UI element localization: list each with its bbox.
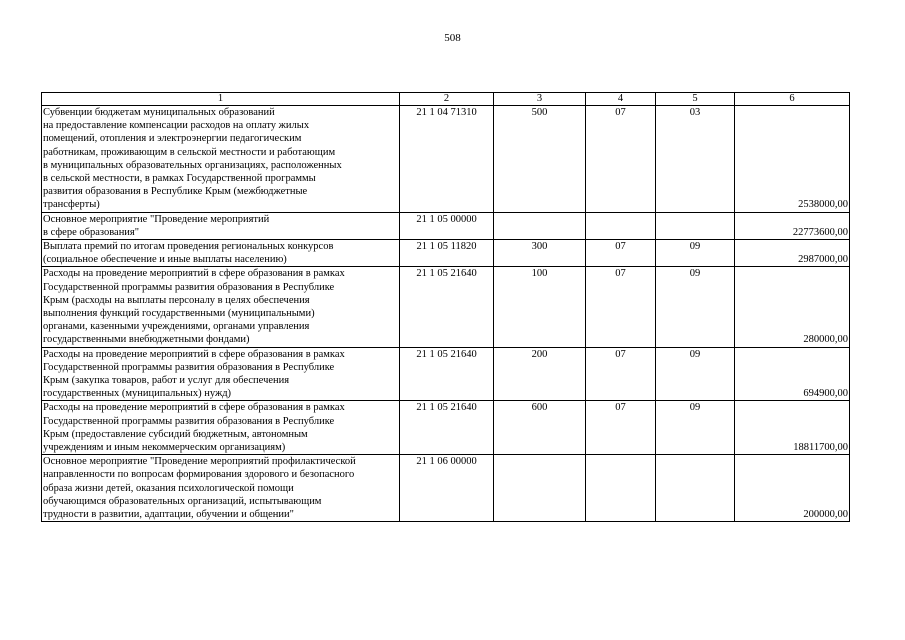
table-row [42, 240, 850, 267]
table-row [42, 455, 850, 522]
budget-table [41, 92, 850, 522]
row-section [586, 455, 656, 522]
row-amount: 2538000,00 [735, 106, 850, 213]
row-amount: 22773600,00 [735, 212, 850, 239]
row-amount: 280000,00 [735, 267, 850, 347]
row-description: Расходы на проведение мероприятий в сфере образования в рамках Государственной программы развития образования в Республике Крым (расходы на выплаты персоналу в целях обеспечения выполнения функций государственными (муниципальными) органами, казенными учреждениями, органами управления государственными внебюджетными фондами) [42, 267, 400, 347]
row-amount: 2987000,00 [735, 240, 850, 267]
row-section: 07 [586, 267, 656, 347]
row-subsection: 09 [656, 401, 735, 455]
row-target-code: 21 1 05 00000 [400, 212, 494, 239]
row-section [586, 212, 656, 239]
row-description: Основное мероприятие "Проведение мероприятий в сфере образования" [42, 212, 400, 239]
table-row [42, 267, 850, 347]
page-number: 508 [444, 32, 461, 44]
row-section: 07 [586, 347, 656, 401]
row-section: 07 [586, 240, 656, 267]
column-header: 5 [656, 93, 735, 106]
table-row [42, 401, 850, 455]
row-expense-type [494, 455, 586, 522]
row-section: 07 [586, 106, 656, 213]
row-target-code: 21 1 05 21640 [400, 401, 494, 455]
row-amount: 18811700,00 [735, 401, 850, 455]
row-amount: 200000,00 [735, 455, 850, 522]
row-amount: 694900,00 [735, 347, 850, 401]
row-expense-type [494, 212, 586, 239]
row-subsection [656, 455, 735, 522]
table-header-row [42, 93, 850, 106]
row-subsection: 09 [656, 240, 735, 267]
row-subsection: 03 [656, 106, 735, 213]
table-row [42, 106, 850, 213]
row-expense-type: 100 [494, 267, 586, 347]
table-row [42, 347, 850, 401]
row-description: Выплата премий по итогам проведения региональных конкурсов (социальное обеспечение и иные выплаты населению) [42, 240, 400, 267]
column-header: 1 [42, 93, 400, 106]
row-section: 07 [586, 401, 656, 455]
row-target-code: 21 1 06 00000 [400, 455, 494, 522]
row-subsection: 09 [656, 267, 735, 347]
table-row [42, 212, 850, 239]
row-target-code: 21 1 05 11820 [400, 240, 494, 267]
row-description: Субвенции бюджетам муниципальных образований на предоставление компенсации расходов на оплату жилых помещений, отопления и электроэнергии педагогическим работникам, проживающим в сельской местности и работающим в муниципальных образовательных организациях, расположенных в сельской местности, в рамках Государственной программы развития образования в Республике Крым (межбюджетные трансферты) [42, 106, 400, 213]
row-expense-type: 200 [494, 347, 586, 401]
row-expense-type: 600 [494, 401, 586, 455]
row-description: Расходы на проведение мероприятий в сфере образования в рамках Государственной программы развития образования в Республике Крым (закупка товаров, работ и услуг для обеспечения государственных (муниципальных) нужд) [42, 347, 400, 401]
row-target-code: 21 1 05 21640 [400, 267, 494, 347]
column-header: 4 [586, 93, 656, 106]
row-description: Основное мероприятие "Проведение мероприятий профилактической направленности по вопросам формирования здорового и безопасного образа жизни детей, оказания психологической помощи обучающимся образовательных организаций, испытывающим трудности в развитии, адаптации, обучении и общении" [42, 455, 400, 522]
column-header: 3 [494, 93, 586, 106]
column-header: 6 [735, 93, 850, 106]
row-target-code: 21 1 04 71310 [400, 106, 494, 213]
row-target-code: 21 1 05 21640 [400, 347, 494, 401]
row-subsection: 09 [656, 347, 735, 401]
row-subsection [656, 212, 735, 239]
row-expense-type: 300 [494, 240, 586, 267]
row-expense-type: 500 [494, 106, 586, 213]
column-header: 2 [400, 93, 494, 106]
row-description: Расходы на проведение мероприятий в сфере образования в рамках Государственной программы развития образования в Республике Крым (предоставление субсидий бюджетным, автономным учреждениям и иным некоммерческим организациям) [42, 401, 400, 455]
